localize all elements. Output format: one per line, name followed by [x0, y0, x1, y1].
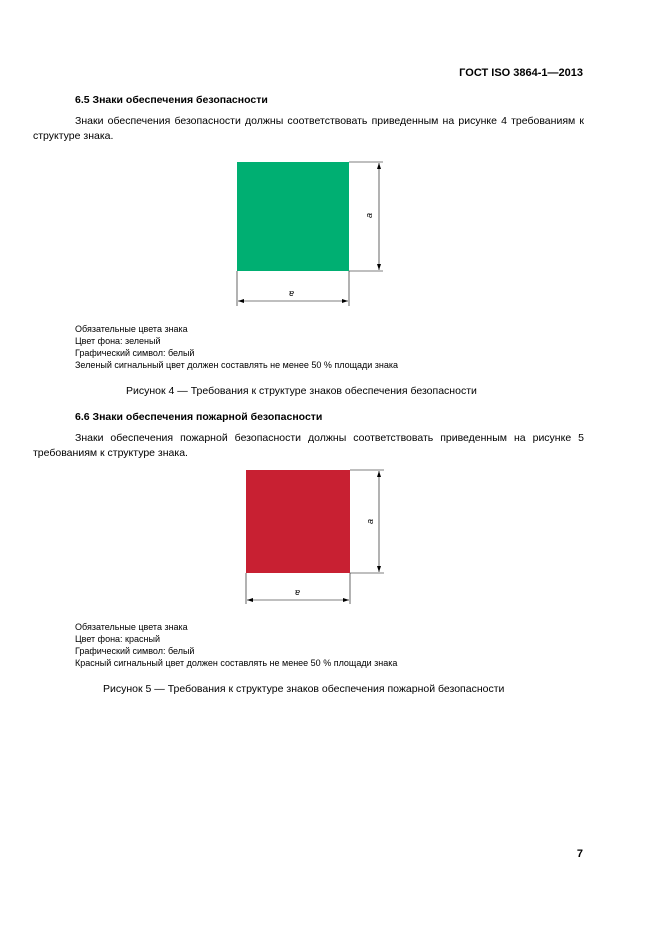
width-label: a [288, 289, 294, 299]
figure-5-caption: Рисунок 5 — Требования к структуре знаков обеспечения пожарной безопасности [103, 683, 505, 695]
document-code: ГОСТ ISO 3864-1—2013 [459, 67, 583, 79]
section-body-6-5: Знаки обеспечения безопасности должны соответствовать приведенным на рисунке 4 требованиям к структуре знака. [33, 115, 584, 142]
figure-4-caption: Рисунок 4 — Требования к структуре знаков обеспечения безопасности [126, 385, 477, 397]
figure-5-diagram [240, 466, 390, 606]
height-label: a [364, 212, 374, 218]
note-line: Цвет фона: зеленый [75, 336, 161, 346]
page-number: 7 [576, 848, 583, 860]
width-label: a [294, 588, 300, 598]
note-line: Цвет фона: красный [75, 634, 160, 644]
safety-sign-green-square [237, 162, 349, 271]
note-line: Зеленый сигнальный цвет должен составлять не менее 50 % площади знака [75, 360, 399, 370]
figure-4-notes [75, 323, 398, 371]
note-line: Обязательные цвета знака [75, 324, 188, 334]
fire-safety-sign-red-square [246, 470, 350, 573]
note-line: Обязательные цвета знака [75, 622, 188, 632]
note-line: Графический символ: белый [75, 646, 195, 656]
section-heading-6-5: 6.5 Знаки обеспечения безопасности [75, 94, 268, 106]
figure-4-diagram [230, 158, 390, 308]
figure-5-notes [75, 621, 397, 669]
height-label: a [365, 518, 375, 524]
section-heading-6-6: 6.6 Знаки обеспечения пожарной безопасности [75, 411, 323, 423]
section-body-6-6: Знаки обеспечения пожарной безопасности должны соответствовать приведенным на рисунке 5 требованиям к структуре знака. [33, 432, 584, 459]
note-line: Красный сигнальный цвет должен составлять не менее 50 % площади знака [75, 658, 398, 668]
note-line: Графический символ: белый [75, 348, 195, 358]
